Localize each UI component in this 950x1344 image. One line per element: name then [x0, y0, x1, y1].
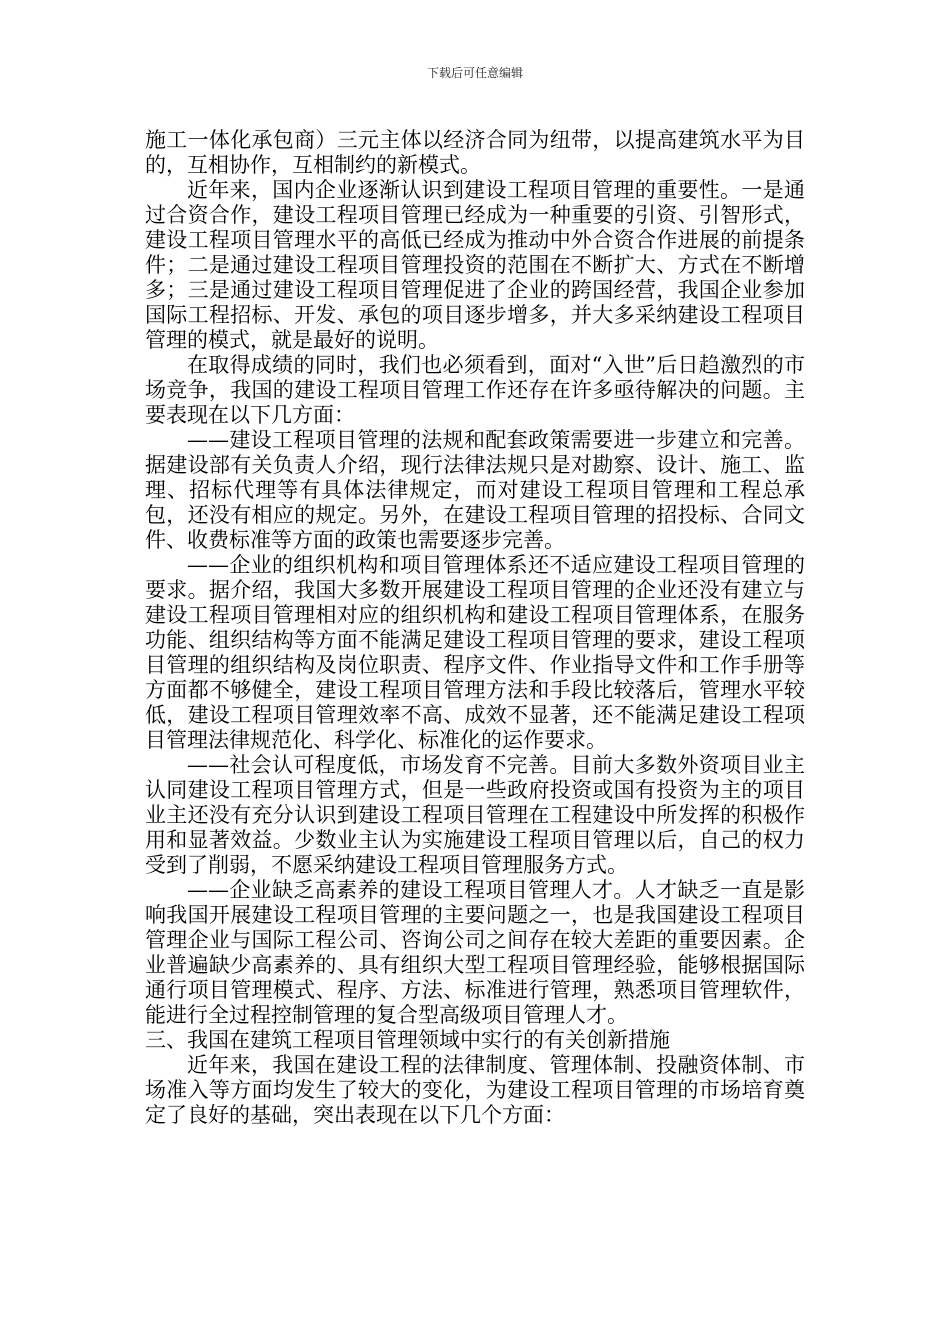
paragraph-problem-talent: ——企业缺乏高素养的建设工程项目管理人才。人才缺乏一直是影响我国开展建设工程项目管理的主要问题之一，也是我国建设工程项目管理企业与国际工程公司、咨询公司之间存在较大差距的重要因素。企业普遍缺少高素养的、具有组织大型工程项目管理经验，能够根据国际通行项目管理模式、程序、方法、标准进行管理，熟悉项目管理软件，能进行全过程控制管理的复合型高级项目管理人才。 [145, 878, 805, 1027]
section-heading-innovation: 三、我国在建筑工程项目管理领域中实行的有关创新措施 [145, 1028, 670, 1052]
paragraph-problem-market: ——社会认可程度低，市场发育不完善。目前大多数外资项目业主认同建设工程项目管理方式，但是一些政府投资或国有投资为主的项目业主还没有充分认识到建设工程项目管理在工程建设中所发挥的积极作用和显著效益。少数业主认为实施建设工程项目管理以后，自己的权力受到了削弱，不愿采纳建设工程项目管理服务方式。 [145, 753, 805, 877]
document-body [145, 128, 805, 1128]
paragraph-problems-intro: 在取得成绩的同时，我们也必须看到，面对“入世”后日趋激烈的市场竞争，我国的建设工程项目管理工作还存在许多亟待解决的问题。主要表现在以下几方面： [145, 353, 805, 427]
paragraph-innovation-intro: 近年来，我国在建设工程的法律制度、管理体制、投融资体制、市场准入等方面均发生了较大的变化，为建设工程项目管理的市场培育奠定了良好的基础，突出表现在以下几个方面： [145, 1053, 805, 1127]
paragraph-contract-model: 施工一体化承包商）三元主体以经济合同为纽带，以提高建筑水平为目的，互相协作，互相制约的新模式。 [145, 128, 805, 177]
paragraph-problem-regulations: ——建设工程项目管理的法规和配套政策需要进一步建立和完善。据建设部有关负责人介绍，现行法律法规只是对勘察、设计、施工、监理、招标代理等有具体法律规定，而对建设工程项目管理和工程总承包，还没有相应的规定。另外，在建设工程项目管理的招投标、合同文件、收费标准等方面的政策也需要逐步完善。 [145, 428, 805, 552]
paragraph-recent-awareness: 近年来，国内企业逐渐认识到建设工程项目管理的重要性。一是通过合资合作，建设工程项目管理已经成为一种重要的引资、引智形式，建设工程项目管理水平的高低已经成为推动中外合资合作进展的前提条件；二是通过建设工程项目管理投资的范围在不断扩大、方式在不断增多；三是通过建设工程项目管理促进了企业的跨国经营，我国企业参加国际工程招标、开发、承包的项目逐步增多，并大多采纳建设工程项目管理的模式，就是最好的说明。 [145, 178, 805, 352]
paragraph-problem-organization: ——企业的组织机构和项目管理体系还不适应建设工程项目管理的要求。据介绍，我国大多数开展建设工程项目管理的企业还没有建立与建设工程项目管理相对应的组织机构和建设工程项目管理体系，在服务功能、组织结构等方面不能满足建设工程项目管理的要求，建设工程项目管理的组织结构及岗位职责、程序文件、作业指导文件和工作手册等方面都不够健全，建设工程项目管理方法和手段比较落后，管理水平较低，建设工程项目管理效率不高、成效不显著，还不能满足建设工程项目管理法律规范化、科学化、标准化的运作要求。 [145, 553, 805, 752]
page-header: 下载后可任意编辑 [426, 66, 523, 80]
